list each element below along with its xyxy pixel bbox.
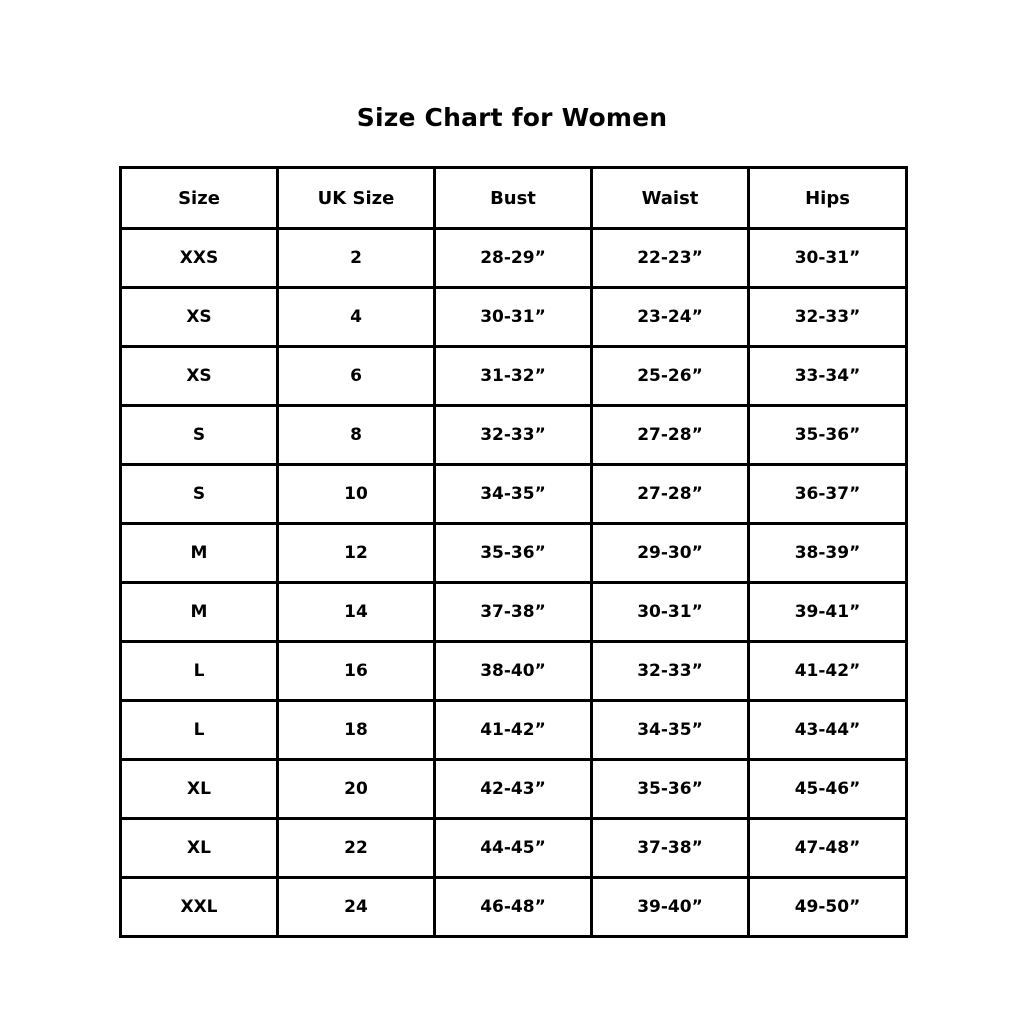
table-cell: 12	[278, 524, 435, 583]
table-cell: XS	[121, 347, 278, 406]
table-cell: 36-37”	[749, 465, 907, 524]
table-cell: 29-30”	[592, 524, 749, 583]
table-cell: 34-35”	[592, 701, 749, 760]
table-cell: M	[121, 583, 278, 642]
table-cell: 49-50”	[749, 878, 907, 937]
table-cell: 42-43”	[435, 760, 592, 819]
table-cell: XXS	[121, 229, 278, 288]
table-cell: 35-36”	[749, 406, 907, 465]
table-row	[121, 229, 907, 288]
table-row	[121, 701, 907, 760]
column-header: Hips	[749, 168, 907, 229]
table-cell: 27-28”	[592, 406, 749, 465]
table-cell: L	[121, 642, 278, 701]
table-cell: XS	[121, 288, 278, 347]
table-cell: XL	[121, 819, 278, 878]
size-chart-table	[119, 166, 908, 938]
table-row	[121, 465, 907, 524]
table-cell: XXL	[121, 878, 278, 937]
table-cell: 32-33”	[435, 406, 592, 465]
column-header: Bust	[435, 168, 592, 229]
table-cell: 37-38”	[592, 819, 749, 878]
table-cell: 46-48”	[435, 878, 592, 937]
table-cell: 37-38”	[435, 583, 592, 642]
table-row	[121, 524, 907, 583]
table-row	[121, 819, 907, 878]
column-header: UK Size	[278, 168, 435, 229]
table-cell: 20	[278, 760, 435, 819]
table-cell: 38-39”	[749, 524, 907, 583]
table-cell: 28-29”	[435, 229, 592, 288]
table-cell: 30-31”	[592, 583, 749, 642]
table-cell: 22-23”	[592, 229, 749, 288]
table-cell: 41-42”	[435, 701, 592, 760]
table-cell: 2	[278, 229, 435, 288]
table-cell: XL	[121, 760, 278, 819]
table-cell: 33-34”	[749, 347, 907, 406]
table-cell: 39-40”	[592, 878, 749, 937]
table-cell: 6	[278, 347, 435, 406]
table-cell: 31-32”	[435, 347, 592, 406]
table-cell: 8	[278, 406, 435, 465]
table-cell: 23-24”	[592, 288, 749, 347]
table-header-row	[121, 168, 907, 229]
size-chart-table-wrapper	[119, 166, 905, 938]
page-title: Size Chart for Women	[356, 103, 668, 132]
table-cell: 45-46”	[749, 760, 907, 819]
table-cell: 38-40”	[435, 642, 592, 701]
table-cell: L	[121, 701, 278, 760]
table-cell: 22	[278, 819, 435, 878]
table-cell: 18	[278, 701, 435, 760]
table-cell: 32-33”	[749, 288, 907, 347]
table-cell: 39-41”	[749, 583, 907, 642]
table-cell: M	[121, 524, 278, 583]
table-cell: 25-26”	[592, 347, 749, 406]
table-row	[121, 760, 907, 819]
table-cell: 30-31”	[749, 229, 907, 288]
table-cell: 44-45”	[435, 819, 592, 878]
table-cell: 30-31”	[435, 288, 592, 347]
table-row	[121, 583, 907, 642]
table-cell: 43-44”	[749, 701, 907, 760]
table-cell: 27-28”	[592, 465, 749, 524]
table-body	[121, 229, 907, 937]
column-header: Waist	[592, 168, 749, 229]
table-cell: 32-33”	[592, 642, 749, 701]
table-cell: 10	[278, 465, 435, 524]
table-cell: 47-48”	[749, 819, 907, 878]
table-row	[121, 878, 907, 937]
table-row	[121, 406, 907, 465]
table-cell: 34-35”	[435, 465, 592, 524]
table-cell: 35-36”	[435, 524, 592, 583]
table-cell: 35-36”	[592, 760, 749, 819]
table-cell: 16	[278, 642, 435, 701]
table-cell: S	[121, 406, 278, 465]
table-header	[121, 168, 907, 229]
table-cell: S	[121, 465, 278, 524]
table-cell: 4	[278, 288, 435, 347]
table-cell: 14	[278, 583, 435, 642]
column-header: Size	[121, 168, 278, 229]
table-row	[121, 288, 907, 347]
table-row	[121, 347, 907, 406]
table-cell: 24	[278, 878, 435, 937]
table-row	[121, 642, 907, 701]
table-cell: 41-42”	[749, 642, 907, 701]
